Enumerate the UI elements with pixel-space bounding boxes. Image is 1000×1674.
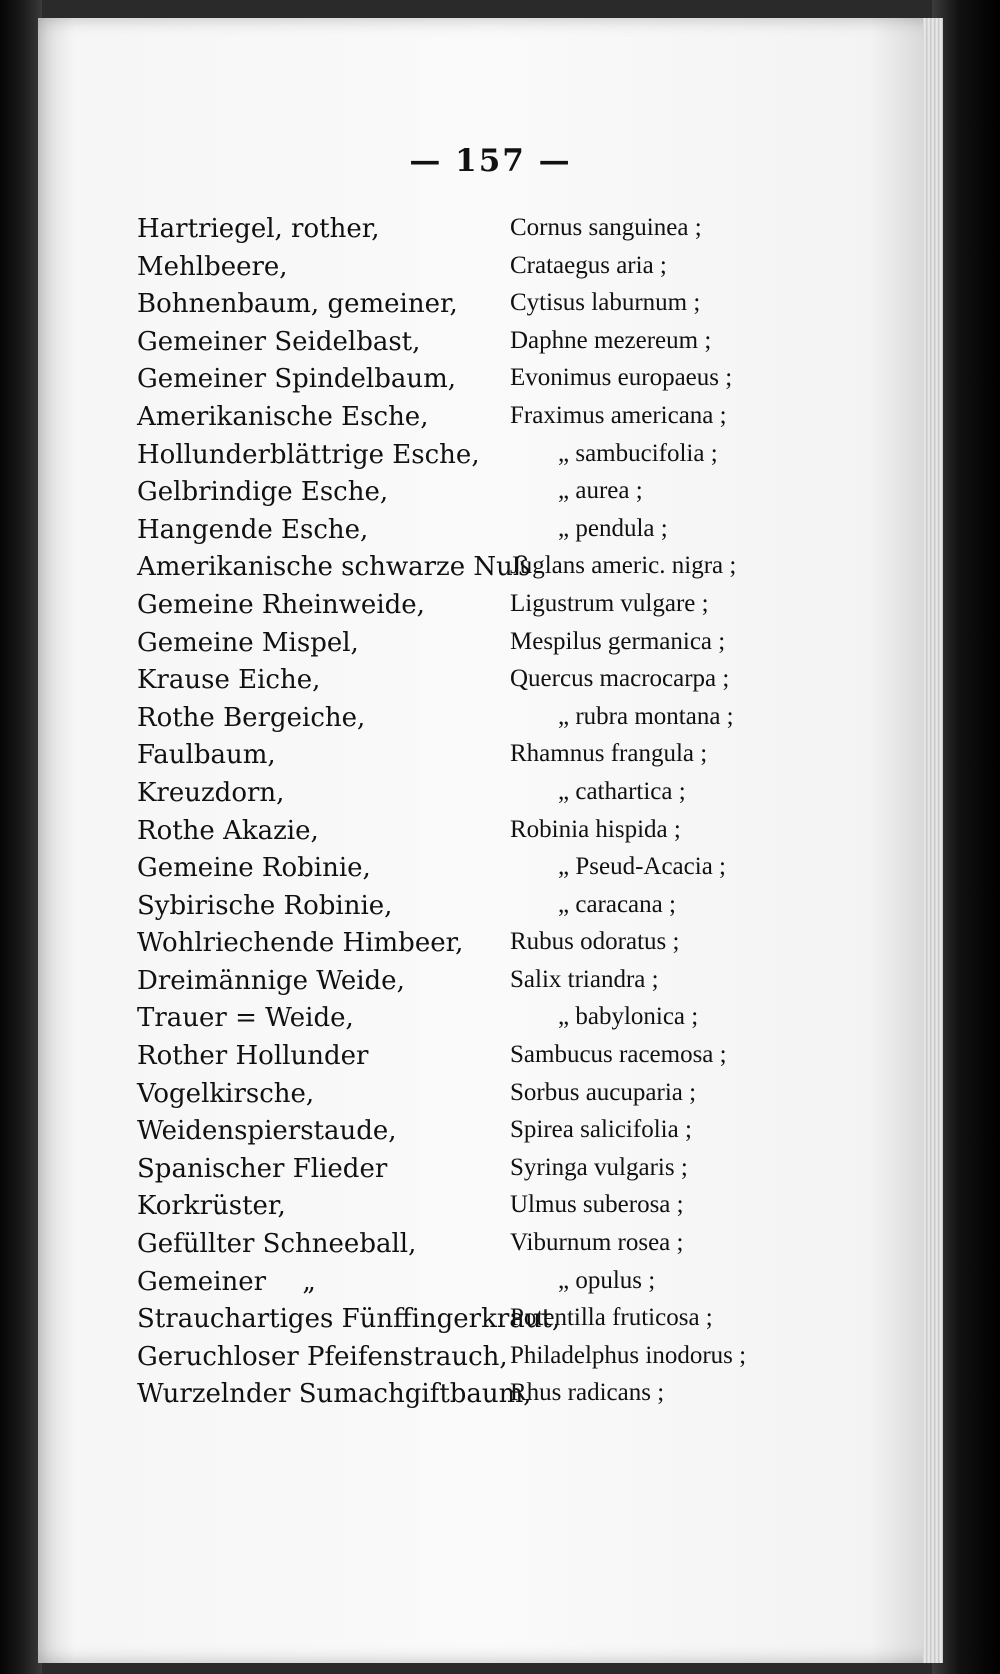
latin-name: Viburnum rosea ; [510, 1229, 684, 1257]
german-name: Rother Hollunder [137, 1041, 369, 1072]
latin-name: Spirea salicifolia ; [510, 1116, 692, 1144]
latin-name: Evonimus europaeus ; [510, 364, 733, 392]
german-name: Kreuzdorn, [137, 777, 285, 808]
latin-name: Fraximus americana ; [510, 401, 727, 429]
latin-name: Sambucus racemosa ; [510, 1041, 727, 1069]
list-item [38, 740, 943, 778]
latin-name: Cornus sanguinea ; [510, 214, 702, 241]
list-item [38, 1116, 943, 1154]
list-item [38, 1379, 943, 1417]
latin-name: „ pendula ; [558, 514, 668, 542]
list-item [38, 402, 943, 440]
list-item [38, 327, 943, 365]
list-item [38, 703, 943, 741]
list-item [38, 853, 943, 891]
latin-name: „ sambucifolia ; [558, 439, 718, 467]
german-name: Spanischer Flieder [137, 1153, 388, 1184]
list-item [38, 1191, 943, 1229]
latin-name: Quercus macrocarpa ; [510, 665, 730, 693]
latin-name: „ caracana ; [558, 890, 676, 918]
list-item [38, 928, 943, 966]
german-name: Rothe Akazie, [137, 815, 319, 846]
latin-name: „ babylonica ; [558, 1003, 699, 1031]
list-item [38, 1229, 943, 1267]
latin-name: Ulmus suberosa ; [510, 1191, 684, 1219]
list-item [38, 778, 943, 816]
latin-name: Rhus radicans ; [510, 1379, 665, 1407]
german-name: Rothe Bergeiche, [137, 702, 366, 733]
list-item [38, 1003, 943, 1041]
german-name: Mehlbeere, [137, 251, 288, 282]
list-item [38, 214, 943, 252]
list-item [38, 1079, 943, 1117]
german-name: Weidenspierstaude, [137, 1116, 397, 1147]
list-item [38, 1304, 943, 1342]
latin-name: „ Pseud-Acacia ; [558, 853, 726, 881]
latin-name: Daphne mezereum ; [510, 326, 712, 354]
german-name: Hangende Esche, [137, 514, 369, 545]
german-name: Gemeine Rheinweide, [137, 589, 425, 620]
latin-name: Juglans americ. nigra ; [510, 552, 737, 580]
list-item [38, 515, 943, 553]
german-name: Gemeiner Spindelbaum, [137, 364, 457, 395]
page-number: — 157 — [409, 143, 572, 179]
latin-name: Mespilus germanica ; [510, 627, 726, 655]
list-item [38, 552, 943, 590]
list-item [38, 816, 943, 854]
list-item [38, 590, 943, 628]
latin-name: Salix triandra ; [510, 965, 659, 993]
latin-name: „ aurea ; [558, 477, 643, 505]
german-name: Gemeine Robinie, [137, 853, 371, 884]
list-item [38, 289, 943, 327]
list-item [38, 966, 943, 1004]
german-name: Strauchartiges Fünffingerkraut, [137, 1304, 561, 1335]
list-item [38, 252, 943, 290]
latin-name: „ opulus ; [558, 1266, 656, 1294]
german-name: Wohlriechende Himbeer, [137, 928, 464, 959]
latin-name: Rubus odoratus ; [510, 928, 680, 956]
list-item [38, 1267, 943, 1305]
german-name: Vogelkirsche, [137, 1078, 315, 1109]
book-binding-left [0, 0, 42, 1674]
german-name: Gemeiner „ [137, 1266, 316, 1297]
latin-name: Syringa vulgaris ; [510, 1153, 688, 1181]
latin-name: Robinia hispida ; [510, 815, 681, 843]
latin-name: Cytisus laburnum ; [510, 289, 701, 317]
german-name: Gemeiner Seidelbast, [137, 326, 421, 357]
latin-name: Ligustrum vulgare ; [510, 589, 709, 617]
german-name: Korkrüster, [137, 1191, 286, 1222]
latin-name: Crataegus aria ; [510, 251, 667, 279]
german-name: Bohnenbaum, gemeiner, [137, 289, 458, 320]
german-name: Wurzelnder Sumachgiftbaum, [137, 1379, 532, 1410]
latin-name: Rhamnus frangula ; [510, 740, 708, 768]
book-page [38, 18, 943, 1663]
german-name: Hartriegel, rother, [137, 214, 380, 244]
german-name: Sybirische Robinie, [137, 890, 393, 921]
german-name: Dreimännige Weide, [137, 965, 405, 996]
list-item [38, 628, 943, 666]
latin-name: „ rubra montana ; [558, 702, 734, 730]
german-name: Amerikanische Esche, [137, 401, 429, 432]
german-name: Gemeine Mispel, [137, 627, 359, 658]
german-name: Geruchloser Pfeifenstrauch, [137, 1341, 508, 1372]
german-name: Gelbrindige Esche, [137, 477, 389, 508]
list-item [38, 891, 943, 929]
plant-list [38, 214, 943, 1417]
german-name: Krause Eiche, [137, 665, 321, 696]
german-name: Amerikanische schwarze Nuß [137, 552, 531, 583]
list-item [38, 364, 943, 402]
list-item [38, 1154, 943, 1192]
latin-name: Potentilla fruticosa ; [510, 1304, 713, 1332]
latin-name: Sorbus aucuparia ; [510, 1078, 697, 1106]
latin-name: „ cathartica ; [558, 777, 686, 805]
german-name: Hollunderblättrige Esche, [137, 439, 480, 470]
german-name: Gefüllter Schneeball, [137, 1229, 417, 1260]
german-name: Faulbaum, [137, 740, 276, 771]
list-item [38, 1041, 943, 1079]
list-item [38, 440, 943, 478]
german-name: Trauer = Weide, [137, 1003, 354, 1034]
list-item [38, 665, 943, 703]
latin-name: Philadelphus inodorus ; [510, 1341, 747, 1369]
list-item [38, 1342, 943, 1380]
list-item [38, 477, 943, 515]
